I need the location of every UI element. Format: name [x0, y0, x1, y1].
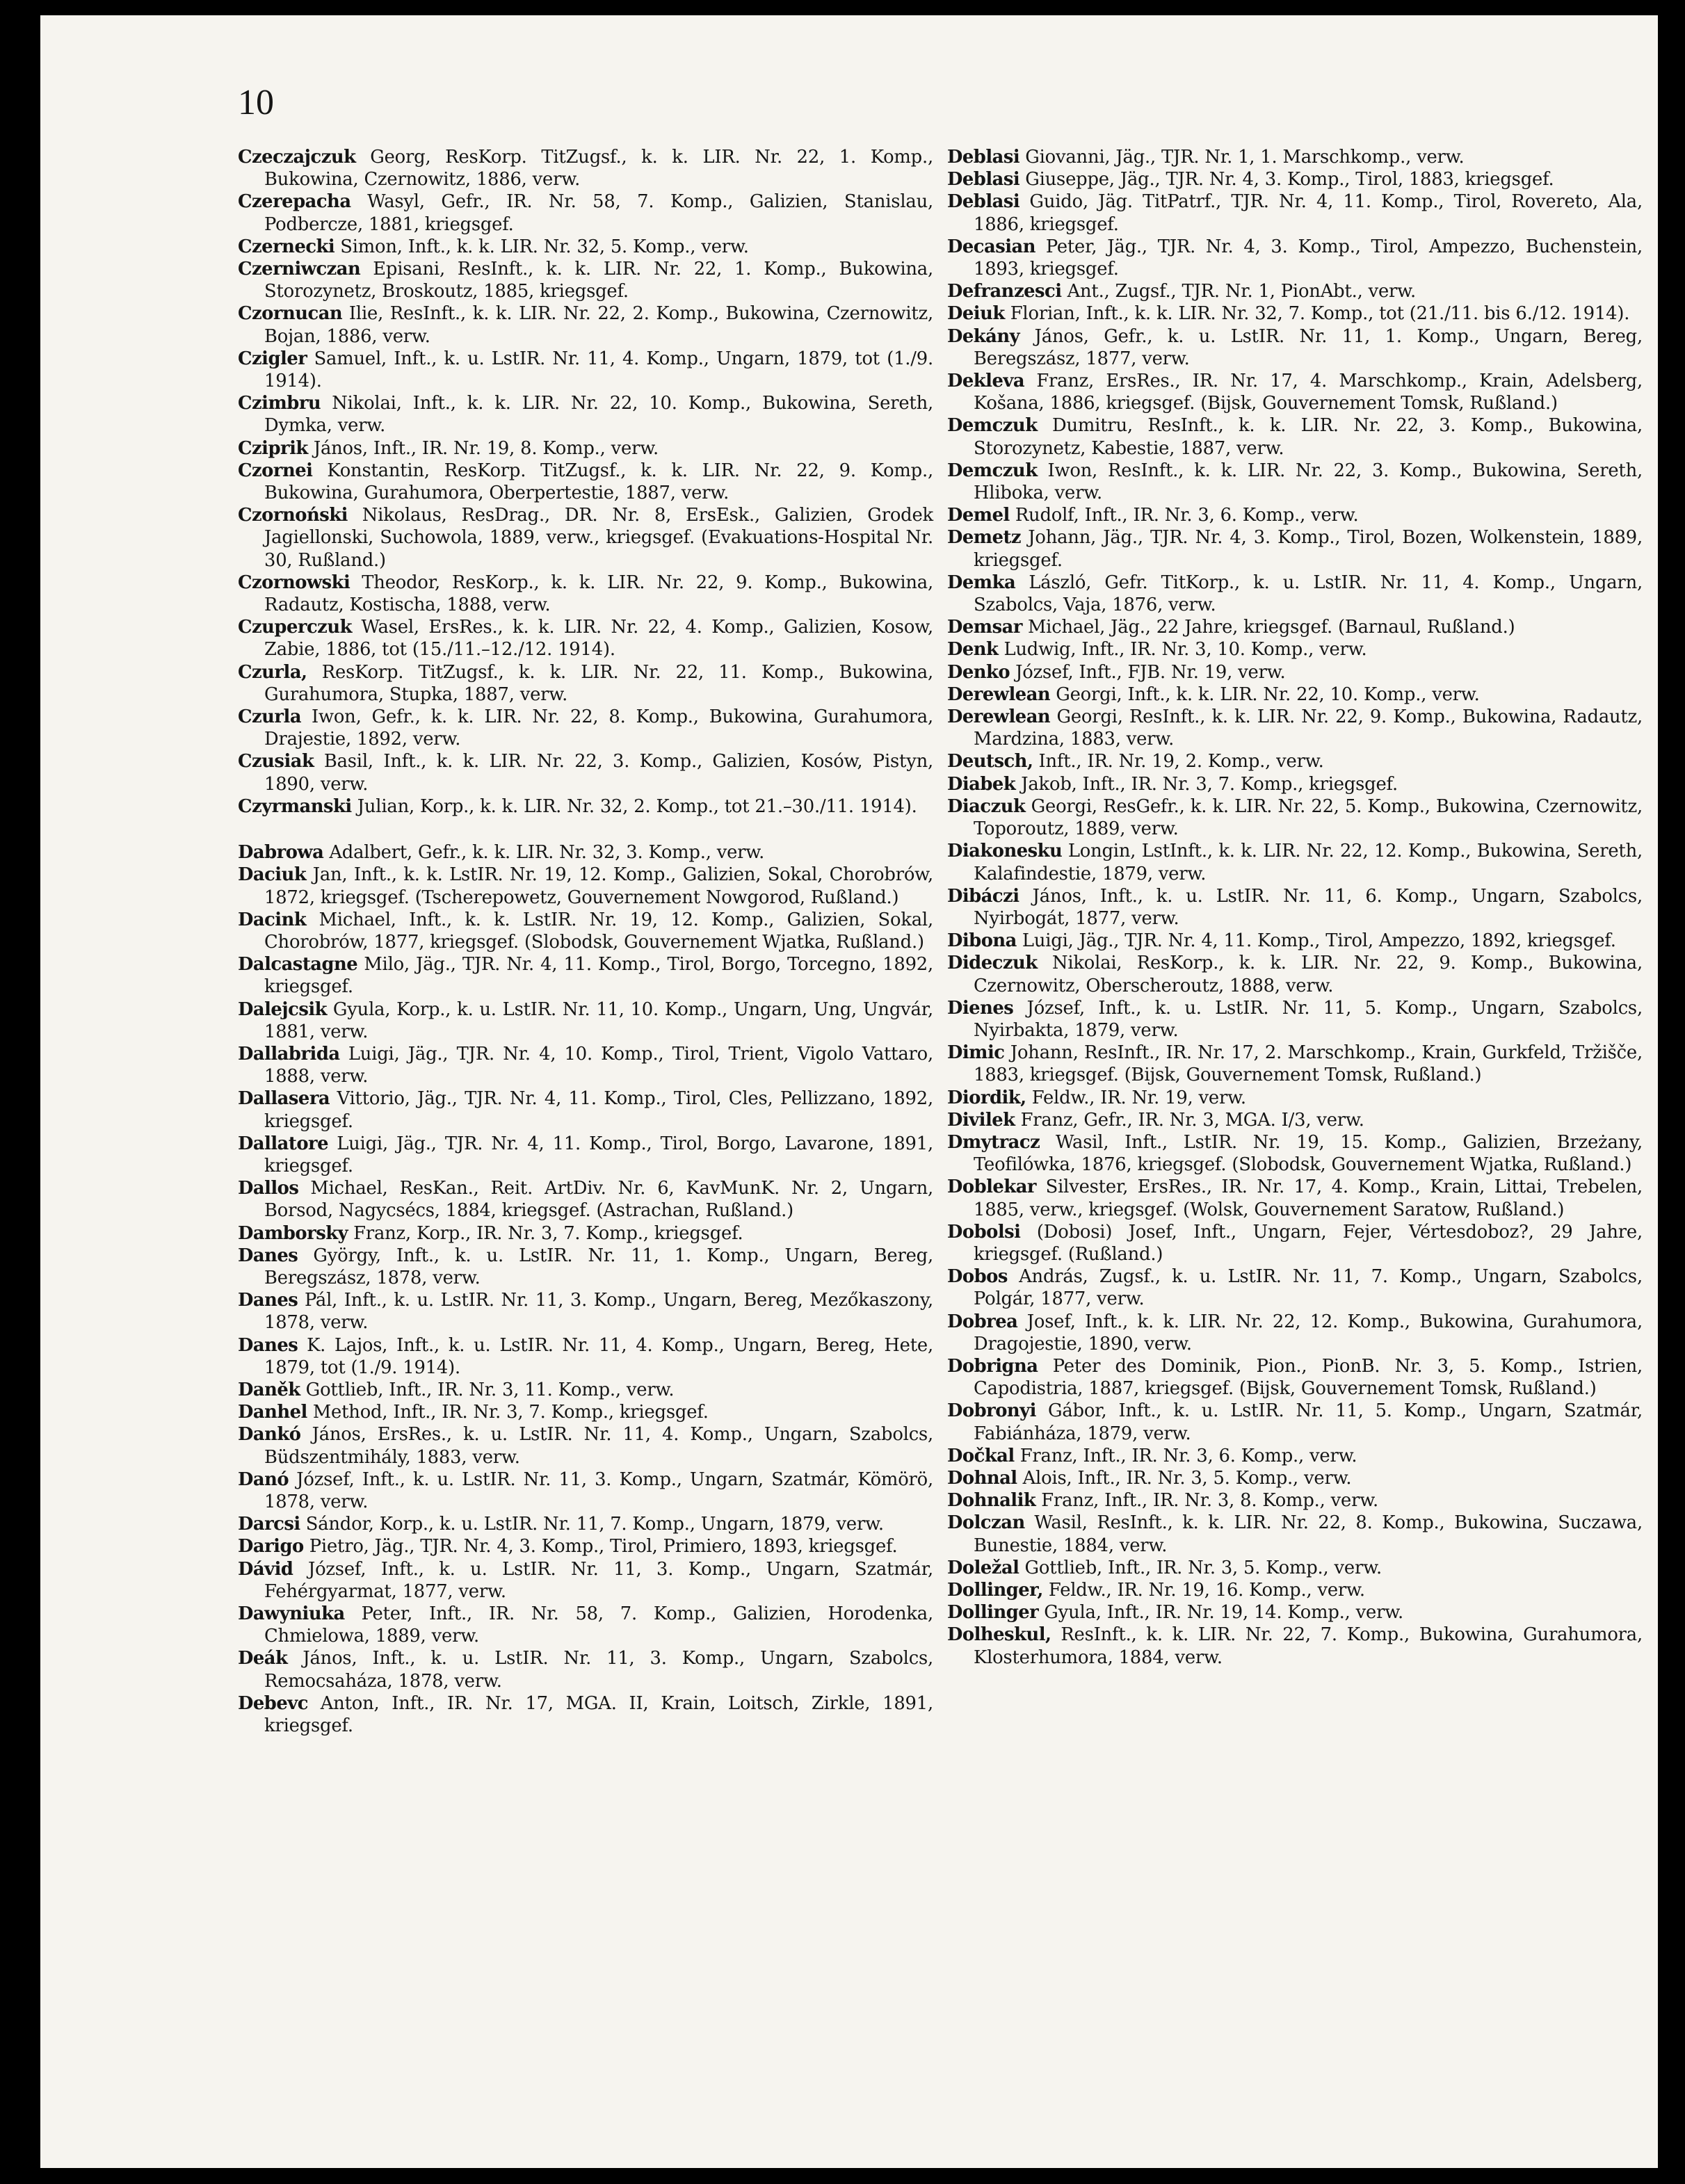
entry-surname: Deblasi [947, 169, 1020, 191]
register-entry [238, 795, 933, 818]
entry-surname: Cziprik [238, 437, 308, 459]
entry-surname: Deblasi [947, 147, 1020, 168]
entry-details: Wasyl, Gefr., IR. Nr. 58, 7. Komp., Galizien, Stanislau, Podbercze, 1881, kriegsgef. [264, 191, 933, 235]
entry-details: Pál, Inft., k. u. LstIR. Nr. 11, 3. Komp., Ungarn, Bereg, Mezőkaszony, 1878, verw. [264, 1290, 933, 1334]
entry-surname: Demel [947, 505, 1010, 526]
entry-surname: Defranzesci [947, 281, 1062, 302]
entry-surname: Denk [947, 639, 999, 661]
register-entry [238, 616, 933, 661]
entry-details: Alois, Inft., IR. Nr. 3, 5. Komp., verw. [1022, 1467, 1352, 1489]
entry-details: Sándor, Korp., k. u. LstIR. Nr. 11, 7. Komp., Ungarn, 1879, verw. [305, 1514, 884, 1535]
entry-details: Georgi, ResGefr., k. k. LIR. Nr. 22, 5. Komp., Bukowina, Czernowitz, Toporoutz, 1889, verw. [974, 795, 1643, 840]
entry-details: Adalbert, Gefr., k. k. LIR. Nr. 32, 3. Komp., verw. [329, 842, 765, 864]
entry-surname: Dibáczi [947, 885, 1019, 907]
entry-details: Michael, Inft., k. k. LstIR. Nr. 19, 12. Komp., Galizien, Sokal, Chorobrów, 1877, kriegsgef. (Slobodsk, Gouvernement Wjatka, Rußland.) [264, 909, 933, 953]
entry-details: Gottlieb, Inft., IR. Nr. 3, 5. Komp., verw. [1024, 1557, 1382, 1578]
entry-surname: Czerepacha [238, 191, 351, 213]
entry-details: Giovanni, Jäg., TJR. Nr. 1, 1. Marschkomp., verw. [1025, 147, 1465, 168]
entry-surname: Dolczan [947, 1512, 1025, 1534]
register-entry [947, 773, 1643, 795]
entry-details: Franz, ErsRes., IR. Nr. 17, 4. Marschkomp., Krain, Adelsberg, Košana, 1886, kriegsgef. (Bijsk, Gouvernement Tomsk, Rußland.) [974, 371, 1643, 414]
register-entry [947, 1109, 1643, 1131]
entry-surname: Diaczuk [947, 795, 1026, 817]
register-entry [947, 952, 1643, 996]
entry-details: Georgi, ResInft., k. k. LIR. Nr. 22, 9. Komp., Bukowina, Radautz, Mardzina, 1883, verw. [974, 706, 1643, 750]
register-entry [947, 572, 1643, 616]
entry-details: Dumitru, ResInft., k. k. LIR. Nr. 22, 3. Komp., Bukowina, Storozynetz, Kabestie, 1887, verw. [974, 415, 1643, 459]
register-entry [947, 526, 1643, 571]
entry-details: Guido, Jäg. TitPatrf., TJR. Nr. 4, 11. Komp., Tirol, Rovereto, Ala, 1886, kriegsgef. [974, 191, 1643, 235]
entry-surname: Dawyniuka [238, 1603, 345, 1624]
right-column [947, 146, 1643, 1669]
entry-surname: Dobos [947, 1266, 1008, 1288]
entry-surname: Dočkal [947, 1445, 1015, 1466]
register-entry [947, 1400, 1643, 1444]
entry-details: ResInft., k. k. LIR. Nr. 22, 7. Komp., Bukowina, Gurahumora, Klosterhumora, 1884, verw. [974, 1624, 1643, 1668]
entry-surname: Demczuk [947, 460, 1038, 481]
register-entry [238, 1334, 933, 1379]
entry-details: Simon, Inft., k. k. LIR. Nr. 32, 5. Komp., verw. [340, 236, 749, 257]
entry-details: Konstantin, ResKorp. TitZugsf., k. k. LIR. Nr. 22, 9. Komp., Bukowina, Gurahumora, Oberpertestie, 1887, verw. [264, 460, 933, 504]
entry-details: János, Inft., IR. Nr. 19, 8. Komp., verw. [313, 437, 659, 459]
register-entry [238, 236, 933, 258]
entry-details: Georg, ResKorp. TitZugsf., k. k. LIR. Nr. 22, 1. Komp., Bukowina, Czernowitz, 1886, verw. [264, 147, 933, 191]
register-entry [947, 146, 1643, 168]
entry-surname: Dalcastagne [238, 954, 358, 976]
entry-surname: Darcsi [238, 1514, 300, 1535]
entry-surname: Danes [238, 1245, 298, 1266]
entry-details: Gyula, Korp., k. u. LstIR. Nr. 11, 10. Komp., Ungarn, Ung, Ungvár, 1881, verw. [264, 998, 933, 1042]
entry-surname: Dacink [238, 909, 307, 930]
register-entry [238, 460, 933, 504]
register-entry [238, 1087, 933, 1132]
entry-surname: Dankó [238, 1424, 301, 1446]
entry-surname: Divilek [947, 1109, 1015, 1131]
register-entry [238, 1647, 933, 1692]
entry-details: Iwon, Gefr., k. k. LIR. Nr. 22, 8. Komp., Bukowina, Gurahumora, Drajestie, 1892, verw. [264, 706, 933, 750]
entry-details: Pietro, Jäg., TJR. Nr. 4, 3. Komp., Tirol, Primiero, 1893, kriegsgef. [309, 1536, 898, 1558]
entry-details: Milo, Jäg., TJR. Nr. 4, 11. Komp., Tirol, Borgo, Torcegno, 1892, kriegsgef. [264, 954, 933, 998]
register-entry [238, 437, 933, 460]
entry-details: Julian, Korp., k. k. LIR. Nr. 32, 2. Komp., tot 21.–30./11. 1914). [357, 795, 917, 817]
register-entry [238, 1177, 933, 1222]
register-entry [947, 683, 1643, 706]
entry-details: (Dobosi) Josef, Inft., Ungarn, Fejer, Vértesdoboz?, 29 Jahre, kriegsgef. (Rußland.) [974, 1221, 1643, 1265]
register-entry [238, 1222, 933, 1245]
entry-surname: Diordik, [947, 1087, 1026, 1108]
left-column [238, 146, 933, 1737]
entry-details: György, Inft., k. u. LstIR. Nr. 11, 1. Komp., Ungarn, Bereg, Beregszász, 1878, verw. [264, 1245, 933, 1288]
register-entry [947, 885, 1643, 930]
register-entry [238, 841, 933, 864]
entry-details: József, Inft., k. u. LstIR. Nr. 11, 5. Komp., Ungarn, Szabolcs, Nyirbakta, 1879, verw. [974, 997, 1643, 1041]
entry-details: János, Inft., k. u. LstIR. Nr. 11, 6. Komp., Ungarn, Szabolcs, Nyirbogát, 1877, verw. [974, 885, 1643, 929]
register-entry [238, 258, 933, 302]
entry-details: Feldw., IR. Nr. 19, 16. Komp., verw. [1048, 1580, 1365, 1601]
entry-surname: Demetz [947, 527, 1022, 549]
entry-surname: Demsar [947, 617, 1022, 638]
register-entry [947, 1265, 1643, 1310]
entry-surname: Demczuk [947, 415, 1038, 437]
register-entry [947, 795, 1643, 840]
entry-details: Franz, Gefr., IR. Nr. 3, MGA. I/3, verw. [1020, 1109, 1364, 1131]
entry-details: Anton, Inft., IR. Nr. 17, MGA. II, Krain, Loitsch, Zirkle, 1891, kriegsgef. [264, 1692, 933, 1737]
entry-details: József, Inft., k. u. LstIR. Nr. 11, 3. Komp., Ungarn, Szatmár, Kömörö, 1878, verw. [264, 1469, 933, 1512]
register-entry [238, 706, 933, 750]
register-entry [947, 1087, 1643, 1109]
register-entry [238, 1289, 933, 1334]
entry-surname: Dmytracz [947, 1131, 1040, 1153]
register-entry [947, 1557, 1643, 1579]
entry-surname: Dekleva [947, 371, 1025, 392]
register-entry [947, 168, 1643, 191]
entry-details: Basil, Inft., k. k. LIR. Nr. 22, 3. Komp., Galizien, Kosów, Pistyn, 1890, verw. [264, 751, 933, 795]
register-entry [947, 930, 1643, 952]
register-entry [947, 302, 1643, 325]
entry-surname: Czigler [238, 348, 307, 369]
register-entry [947, 370, 1643, 414]
register-entry [947, 1579, 1643, 1601]
register-entry [238, 146, 933, 191]
entry-surname: Danhel [238, 1402, 307, 1423]
entry-surname: Dávid [238, 1558, 293, 1580]
entry-details: Luigi, Jäg., TJR. Nr. 4, 11. Komp., Tirol, Ampezzo, 1892, kriegsgef. [1022, 930, 1616, 952]
entry-details: Feldw., IR. Nr. 19, verw. [1031, 1087, 1246, 1108]
entry-details: Peter, Inft., IR. Nr. 58, 7. Komp., Galizien, Horodenka, Chmielowa, 1889, verw. [264, 1603, 933, 1647]
entry-details: Samuel, Inft., k. u. LstIR. Nr. 11, 4. Komp., Ungarn, 1879, tot (1./9. 1914). [264, 348, 933, 392]
register-entry [947, 1042, 1643, 1086]
entry-details: Wasil, Inft., LstIR. Nr. 19, 15. Komp., Galizien, Brzeżany, Teofilówka, 1876, kriegsgef. (Slobodsk, Gouvernement Wjatka, Rußland.) [974, 1131, 1643, 1176]
register-entry [947, 1512, 1643, 1556]
entry-surname: Dallos [238, 1178, 299, 1199]
entry-surname: Czimbru [238, 393, 321, 414]
register-entry [947, 1221, 1643, 1265]
scanned-page [40, 15, 1658, 2168]
register-entry [238, 572, 933, 616]
entry-details: Ilie, ResInft., k. k. LIR. Nr. 22, 2. Komp., Bukowina, Czernowitz, Bojan, 1886, verw. [264, 303, 933, 347]
entry-details: Nikolai, ResKorp., k. k. LIR. Nr. 22, 9. Komp., Bukowina, Czernowitz, Oberscheroutz, 1888, verw. [974, 953, 1643, 996]
entry-details: K. Lajos, Inft., k. u. LstIR. Nr. 11, 4. Komp., Ungarn, Bereg, Hete, 1879, tot (1./9. 1914). [264, 1334, 933, 1378]
entry-surname: Damborsky [238, 1222, 348, 1244]
register-entry [947, 661, 1643, 683]
entry-surname: Czerniwczan [238, 259, 361, 280]
entry-details: Gottlieb, Inft., IR. Nr. 3, 11. Komp., verw. [305, 1379, 675, 1400]
register-entry [947, 460, 1643, 504]
register-entry [947, 840, 1643, 884]
entry-surname: Dekány [947, 325, 1020, 347]
entry-details: Peter, Jäg., TJR. Nr. 4, 3. Komp., Tirol, Ampezzo, Buchenstein, 1893, kriegsgef. [974, 236, 1643, 280]
entry-surname: Dallabrida [238, 1043, 340, 1065]
entry-surname: Denko [947, 661, 1010, 683]
register-entry [947, 504, 1643, 526]
register-entry [947, 414, 1643, 459]
entry-details: Luigi, Jäg., TJR. Nr. 4, 10. Komp., Tirol, Trient, Vigolo Vattaro, 1888, verw. [264, 1043, 933, 1087]
register-entry [238, 348, 933, 392]
section-gap [238, 818, 933, 841]
entry-surname: Dohnalik [947, 1490, 1036, 1512]
register-entry [238, 750, 933, 795]
register-entry [238, 953, 933, 998]
register-entry [947, 325, 1643, 370]
register-entry [238, 191, 933, 235]
entry-details: Nikolaus, ResDrag., DR. Nr. 8, ErsEsk., Galizien, Grodek Jagiellonski, Suchowola, 1889, verw., kriegsgef. (Evakuations-Hospital Nr. 30, Rußland.) [264, 505, 933, 571]
entry-details: Franz, Korp., IR. Nr. 3, 7. Komp., kriegsgef. [353, 1222, 743, 1244]
register-entry [947, 1176, 1643, 1220]
entry-details: Longin, LstInft., k. k. LIR. Nr. 22, 12. Komp., Bukowina, Sereth, Kalafindestie, 1879, verw. [974, 841, 1643, 884]
entry-details: Vittorio, Jäg., TJR. Nr. 4, 11. Komp., Tirol, Cles, Pellizzano, 1892, kriegsgef. [264, 1088, 933, 1132]
entry-surname: Dabrowa [238, 842, 324, 864]
entry-details: József, Inft., FJB. Nr. 19, verw. [1015, 661, 1286, 683]
entry-details: Rudolf, Inft., IR. Nr. 3, 6. Komp., verw. [1015, 505, 1359, 526]
register-entry [238, 1469, 933, 1513]
entry-details: Michael, Jäg., 22 Jahre, kriegsgef. (Barnaul, Rußland.) [1027, 617, 1515, 638]
entry-details: János, Gefr., k. u. LstIR. Nr. 11, 1. Komp., Ungarn, Bereg, Beregszász, 1877, verw. [974, 325, 1643, 369]
entry-surname: Derewlean [947, 683, 1051, 705]
entry-details: Episani, ResInft., k. k. LIR. Nr. 22, 1. Komp., Bukowina, Storozynetz, Broskoutz, 1885, kriegsgef. [264, 259, 933, 302]
entry-surname: Derewlean [947, 706, 1051, 728]
entry-surname: Danes [238, 1334, 298, 1356]
entry-surname: Czeczajczuk [238, 147, 356, 168]
entry-details: Nikolai, Inft., k. k. LIR. Nr. 22, 10. Komp., Bukowina, Sereth, Dymka, verw. [264, 393, 933, 437]
entry-details: Ludwig, Inft., IR. Nr. 3, 10. Komp., verw. [1003, 639, 1367, 661]
page-number: 10 [238, 83, 274, 122]
register-entry [238, 864, 933, 908]
entry-details: Peter des Dominik, Pion., PionB. Nr. 3, 5. Komp., Istrien, Capodistria, 1887, kriegsgef. (Bijsk, Gouvernement Tomsk, Rußland.) [974, 1355, 1643, 1400]
register-entry [238, 1043, 933, 1087]
entry-surname: Demka [947, 572, 1016, 593]
entry-details: László, Gefr. TitKorp., k. u. LstIR. Nr. 11, 4. Komp., Ungarn, Szabolcs, Vaja, 1876, verw. [974, 572, 1643, 616]
entry-surname: Dallatore [238, 1133, 329, 1154]
register-entry [947, 706, 1643, 750]
register-entry [238, 504, 933, 572]
register-entry [947, 1601, 1643, 1624]
entry-details: Jan, Inft., k. k. LstIR. Nr. 19, 12. Komp., Galizien, Sokal, Chorobrów, 1872, kriegsgef. (Tscherepowetz, Gouvernement Nowgorod, Rußland.) [264, 864, 933, 908]
entry-surname: Darigo [238, 1536, 304, 1558]
entry-surname: Deutsch, [947, 751, 1033, 773]
register-entry [238, 661, 933, 706]
entry-surname: Dobronyi [947, 1400, 1036, 1422]
entry-surname: Dalejcsik [238, 998, 328, 1020]
register-entry [238, 1401, 933, 1423]
register-entry [947, 1489, 1643, 1512]
register-entry [947, 750, 1643, 773]
entry-surname: Czornei [238, 460, 313, 481]
entry-details: Wasil, ResInft., k. k. LIR. Nr. 22, 8. Komp., Bukowina, Suczawa, Bunestie, 1884, verw. [974, 1512, 1643, 1556]
entry-surname: Dienes [947, 997, 1014, 1019]
entry-surname: Dobrigna [947, 1355, 1038, 1377]
register-entry [947, 1311, 1643, 1355]
register-entry [238, 392, 933, 437]
register-entry [238, 1245, 933, 1289]
entry-surname: Diabek [947, 773, 1016, 795]
entry-details: Josef, Inft., k. k. LIR. Nr. 22, 12. Komp., Bukowina, Gurahumora, Dragojestie, 1890, verw. [974, 1311, 1643, 1354]
register-entry [238, 1379, 933, 1401]
entry-surname: Daciuk [238, 864, 307, 886]
register-entry [947, 1131, 1643, 1176]
entry-surname: Czornucan [238, 303, 343, 325]
entry-surname: Diakonesku [947, 841, 1063, 862]
entry-details: Johann, ResInft., IR. Nr. 17, 2. Marschkomp., Krain, Gurkfeld, Tržišče, 1883, kriegsgef. (Bijsk, Gouvernement Tomsk, Rußland.) [974, 1042, 1643, 1086]
entry-surname: Czuperczuk [238, 617, 352, 638]
entry-details: Luigi, Jäg., TJR. Nr. 4, 11. Komp., Tirol, Borgo, Lavarone, 1891, kriegsgef. [264, 1133, 933, 1176]
register-entry [947, 280, 1643, 302]
register-entry [238, 1558, 933, 1603]
entry-details: Silvester, ErsRes., IR. Nr. 17, 4. Komp., Krain, Littai, Trebelen, 1885, verw., kriegsgef. (Wolsk, Gouvernement Saratow, Rußland.) [974, 1176, 1643, 1220]
register-entry [947, 616, 1643, 638]
register-entry [238, 1535, 933, 1558]
entry-details: Ant., Zugsf., TJR. Nr. 1, PionAbt., verw. [1067, 281, 1417, 302]
entry-surname: Dideczuk [947, 953, 1038, 974]
register-entry [947, 1467, 1643, 1489]
entry-surname: Czornoński [238, 505, 348, 526]
entry-surname: Dohnal [947, 1467, 1017, 1489]
register-entry [947, 1624, 1643, 1668]
entry-surname: Deiuk [947, 303, 1005, 325]
entry-surname: Czurla, [238, 661, 307, 683]
entry-surname: Czornowski [238, 572, 350, 593]
register-entry [238, 1133, 933, 1177]
entry-surname: Czusiak [238, 751, 314, 773]
register-entry [238, 1692, 933, 1737]
entry-details: Jakob, Inft., IR. Nr. 3, 7. Komp., kriegsgef. [1021, 773, 1398, 795]
entry-surname: Dolheskul, [947, 1624, 1051, 1646]
entry-surname: Dallasera [238, 1088, 330, 1110]
entry-details: Franz, Inft., IR. Nr. 3, 8. Komp., verw. [1041, 1490, 1379, 1512]
entry-surname: Dollinger, [947, 1580, 1043, 1601]
entry-surname: Dollinger [947, 1602, 1039, 1624]
register-entry [947, 191, 1643, 235]
entry-surname: Decasian [947, 236, 1035, 257]
register-entry [238, 1423, 933, 1468]
entry-surname: Czyrmanski [238, 795, 352, 817]
entry-details: Inft., IR. Nr. 19, 2. Komp., verw. [1038, 751, 1324, 773]
entry-surname: Debevc [238, 1692, 308, 1714]
entry-surname: Deblasi [947, 191, 1020, 213]
entry-surname: Czernecki [238, 236, 335, 257]
entry-details: Gábor, Inft., k. u. LstIR. Nr. 11, 5. Komp., Ungarn, Szatmár, Fabiánháza, 1879, verw. [974, 1400, 1643, 1444]
register-entry [947, 1445, 1643, 1467]
register-entry [238, 998, 933, 1043]
entry-surname: Doblekar [947, 1176, 1037, 1198]
entry-details: Wasel, ErsRes., k. k. LIR. Nr. 22, 4. Komp., Galizien, Kosow, Zabie, 1886, tot (15./11.–12./12. 1914). [264, 617, 933, 661]
register-entry [238, 1513, 933, 1535]
entry-surname: Doležal [947, 1557, 1019, 1578]
register-entry [238, 1603, 933, 1647]
entry-details: Georgi, Inft., k. k. LIR. Nr. 22, 10. Komp., verw. [1056, 683, 1480, 705]
entry-surname: Danó [238, 1469, 289, 1490]
entry-surname: Dobrea [947, 1311, 1018, 1332]
entry-details: Giuseppe, Jäg., TJR. Nr. 4, 3. Komp., Tirol, 1883, kriegsgef. [1025, 169, 1554, 191]
entry-details: János, ErsRes., k. u. LstIR. Nr. 11, 4. Komp., Ungarn, Szabolcs, Büdszentmihály, 1883, verw. [264, 1424, 933, 1468]
entry-details: Franz, Inft., IR. Nr. 3, 6. Komp., verw. [1019, 1445, 1357, 1466]
entry-surname: Deák [238, 1648, 288, 1669]
register-entry [947, 1355, 1643, 1400]
entry-details: Method, Inft., IR. Nr. 3, 7. Komp., kriegsgef. [312, 1402, 709, 1423]
entry-details: Theodor, ResKorp., k. k. LIR. Nr. 22, 9. Komp., Bukowina, Radautz, Kostischa, 1888, verw. [264, 572, 933, 616]
entry-details: József, Inft., k. u. LstIR. Nr. 11, 3. Komp., Ungarn, Szatmár, Fehérgyarmat, 1877, verw. [264, 1558, 933, 1602]
register-entry [238, 302, 933, 347]
entry-surname: Czurla [238, 706, 302, 728]
entry-surname: Daněk [238, 1379, 300, 1400]
entry-details: Iwon, ResInft., k. k. LIR. Nr. 22, 3. Komp., Bukowina, Sereth, Hliboka, verw. [974, 460, 1643, 504]
register-entry [947, 638, 1643, 661]
entry-details: Johann, Jäg., TJR. Nr. 4, 3. Komp., Tirol, Bozen, Wolkenstein, 1889, kriegsgef. [974, 527, 1643, 571]
entry-surname: Dimic [947, 1042, 1005, 1064]
register-entry [947, 997, 1643, 1042]
entry-details: Michael, ResKan., Reit. ArtDiv. Nr. 6, KavMunK. Nr. 2, Ungarn, Borsod, Nagycsécs, 1884, kriegsgef. (Astrachan, Rußland.) [264, 1178, 933, 1222]
entry-details: ResKorp. TitZugsf., k. k. LIR. Nr. 22, 11. Komp., Bukowina, Gurahumora, Stupka, 1887, verw. [264, 661, 933, 705]
entry-surname: Dibona [947, 930, 1017, 952]
entry-details: Gyula, Inft., IR. Nr. 19, 14. Komp., verw. [1044, 1602, 1404, 1624]
entry-surname: Dobolsi [947, 1221, 1021, 1243]
entry-details: János, Inft., k. u. LstIR. Nr. 11, 3. Komp., Ungarn, Szabolcs, Remocsaháza, 1878, verw. [264, 1648, 933, 1692]
entry-details: András, Zugsf., k. u. LstIR. Nr. 11, 7. Komp., Ungarn, Szabolcs, Polgár, 1877, verw. [974, 1266, 1643, 1310]
register-entry [238, 909, 933, 953]
register-entry [947, 236, 1643, 280]
entry-surname: Danes [238, 1290, 298, 1311]
entry-details: Florian, Inft., k. k. LIR. Nr. 32, 7. Komp., tot (21./11. bis 6./12. 1914). [1010, 303, 1630, 325]
